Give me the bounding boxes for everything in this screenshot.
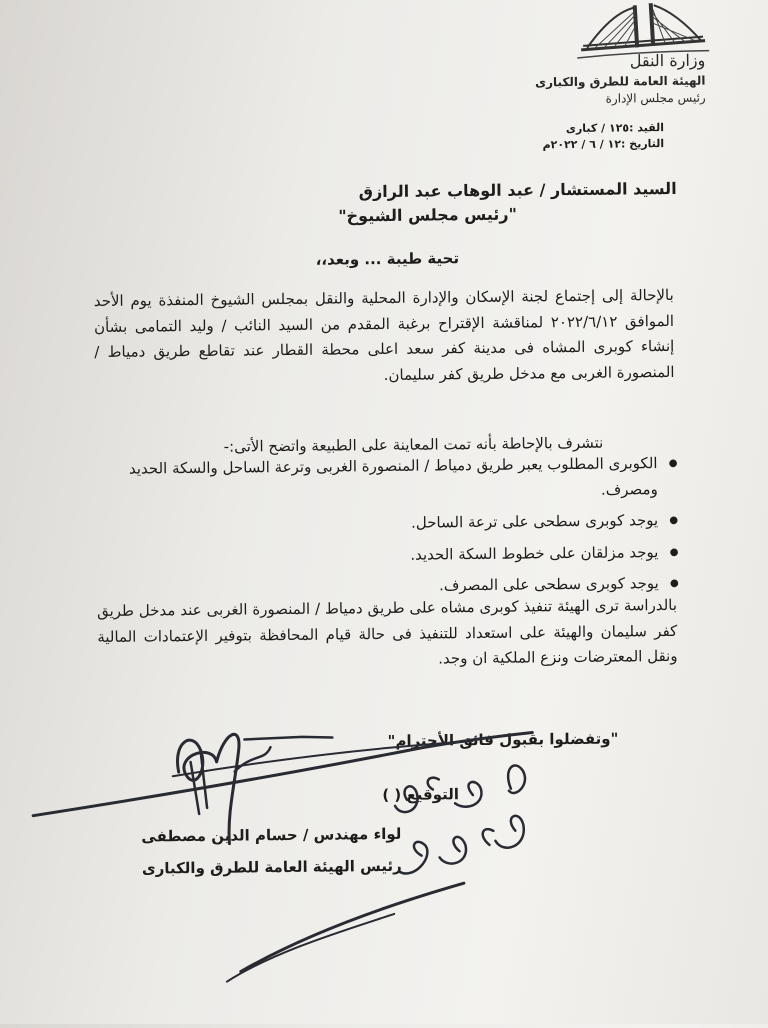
signer-name: لواء مهندس / حسام الدين مصطفى [141, 824, 402, 846]
signature-label: التوقيع ( ) [382, 785, 460, 805]
document-date: التاريخ :١٢ / ٦ / ٢٠٢٢م [542, 137, 665, 152]
greeting: تحية طيبة ... وبعد،، [315, 249, 460, 269]
list-item: ● الكوبرى المطلوب يعبر طريق دمياط / المنصورة الغربى وترعة الساحل والسكة الحديد ومصرف. [89, 451, 678, 508]
body-paragraph-2: نتشرف بالإحاطة بأنه تمت المعاينة على الطبيعة واتضح الأتى:- [223, 433, 604, 456]
signer-title: رئيس الهيئة العامة للطرق والكبارى [141, 856, 402, 878]
list-item: ● يوجد كوبرى سطحى على ترعة الساحل. [90, 508, 678, 540]
addressee-name: السيد المستشار / عبد الوهاب عبد الرازق [358, 178, 677, 202]
list-item: ● يوجد كوبرى سطحى على المصرف. [91, 571, 679, 603]
ministry-name: وزارة النقل [629, 50, 706, 71]
list-item: ● يوجد مزلقان على خطوط السكة الحديد. [90, 539, 678, 571]
reference-number: القيد :١٢٥ / كبارى [565, 121, 665, 136]
closing-phrase: "وتفضلوا بقبول فائق الأحترام" [387, 729, 619, 750]
addressee-title: "رئيس مجلس الشيوخ" [338, 204, 517, 226]
body-paragraph-3: بالدراسة ترى الهيئة تنفيذ كوبرى مشاه على طريق دمياط / المنصورة الغربى عند مدخل طريق كفر سليمان والهيئة على استعداد للتنفيذ فى حالة قيام المحافظة بتوفير الإعتمادات المالية ونقل المعترضات ونزع الملكية ان وجد. [96, 595, 678, 668]
authority-name: الهيئة العامة للطرق والكبارى [535, 73, 706, 90]
body-paragraph-1: بالإحالة إلى إجتماع لجنة الإسكان والإدارة المحلية والنقل بمجلس الشيوخ المنفذة يوم الأحد الموافق ٢٠٢٢/٦/١٢ لمناقشة الإقتراح برغبة المقدم من السيد النائب / وليد التمامى بشأن إنشاء كوبرى المشاه فى مدينة كفر سعد اعلى محطة القطار عند تقاطع طريق دمياط / المنصورة الغربى مع مدخل طريق كفر سليمان. [93, 285, 675, 384]
office-title: رئيس مجلس الإدارة [605, 90, 706, 106]
